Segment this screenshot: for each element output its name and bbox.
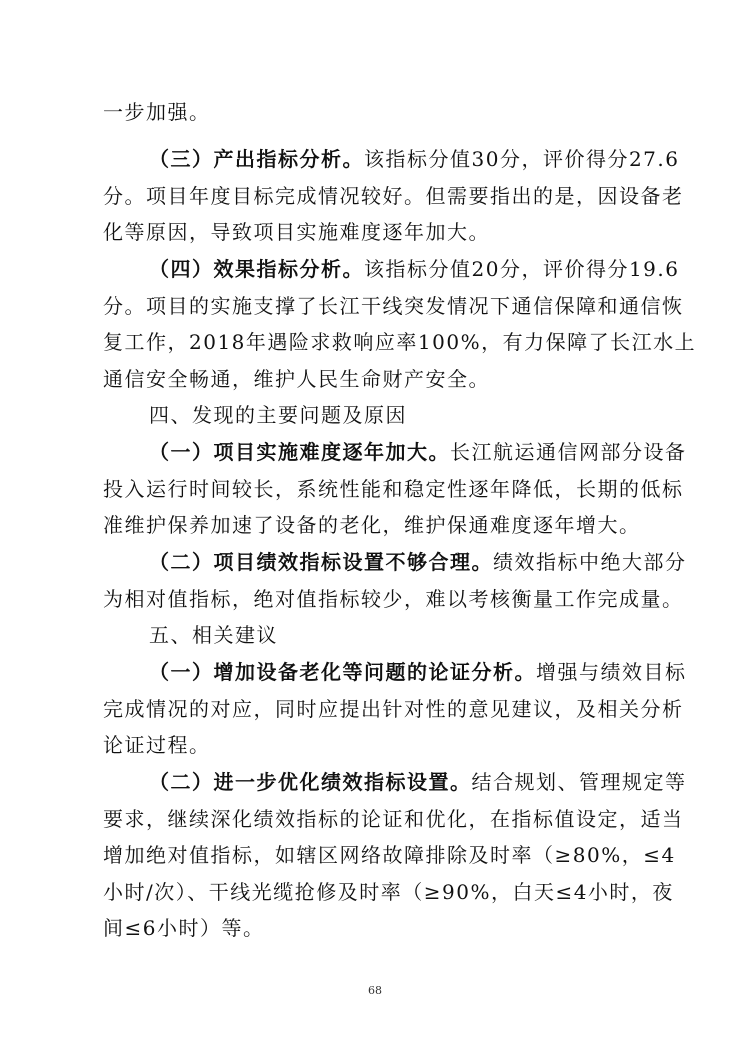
paragraph-heading: （一）增加设备老化等问题的论证分析。	[149, 660, 536, 684]
body-line: 为相对值指标，绝对值指标较少，难以考核衡量工作完成量。	[103, 587, 684, 611]
body-line: 完成情况的对应，同时应提出针对性的意见建议，及相关分析	[103, 697, 684, 721]
paragraph-first-line	[149, 145, 679, 173]
body-line: 复工作，2018年遇险求救响应率100%，有力保障了长江水上	[103, 330, 697, 354]
paragraph-heading: （二）进一步优化绩效指标设置。	[149, 770, 472, 794]
paragraph-heading: （四）效果指标分析。	[149, 257, 364, 281]
paragraph-first-line	[149, 438, 687, 466]
body-text: 长江航运通信网部分设备	[450, 440, 687, 464]
section-heading: 五、相关建议	[149, 623, 278, 647]
body-line: 准维护保养加速了设备的老化，维护保通难度逐年增大。	[103, 513, 641, 537]
paragraph-heading: （二）项目绩效指标设置不够合理。	[149, 550, 493, 574]
body-line: 小时/次）、干线光缆抢修及时率（≥90%，白天≤4小时，夜	[103, 880, 674, 904]
body-text: 该指标分值30分，评价得分27.6	[364, 147, 680, 171]
body-line: 要求，继续深化绩效指标的论证和优化，在指标值设定，适当	[103, 807, 684, 831]
body-line: 化等原因，导致项目实施难度逐年加大。	[103, 220, 490, 244]
body-text: 结合规划、管理规定等	[471, 770, 687, 794]
section-heading: 四、发现的主要问题及原因	[149, 403, 407, 427]
body-text: 绩效指标中绝大部分	[493, 550, 687, 574]
body-line: 增加绝对值指标，如辖区网络故障排除及时率（≥80%，≤4	[103, 843, 676, 867]
body-line: 投入运行时间较长，系统性能和稳定性逐年降低，长期的低标	[103, 477, 684, 501]
body-text: 增强与绩效目标	[536, 660, 687, 684]
paragraph-first-line	[149, 658, 687, 686]
paragraph-heading: （一）项目实施难度逐年加大。	[149, 440, 450, 464]
body-line: 一步加强。	[103, 100, 211, 124]
body-line: 通信安全畅通，维护人民生命财产安全。	[103, 367, 490, 391]
page-number: 68	[368, 984, 382, 997]
paragraph-heading: （三）产出指标分析。	[149, 147, 364, 171]
body-line: 分。项目的实施支撑了长江干线突发情况下通信保障和通信恢	[103, 294, 684, 318]
paragraph-first-line	[149, 255, 679, 283]
body-text: 该指标分值20分，评价得分19.6	[364, 257, 680, 281]
paragraph-first-line	[149, 768, 687, 796]
body-line: 论证过程。	[103, 733, 211, 757]
body-line: 分。项目年度目标完成情况较好。但需要指出的是，因设备老	[103, 184, 684, 208]
body-line: 间≤6小时）等。	[103, 916, 265, 940]
paragraph-first-line	[149, 548, 687, 576]
